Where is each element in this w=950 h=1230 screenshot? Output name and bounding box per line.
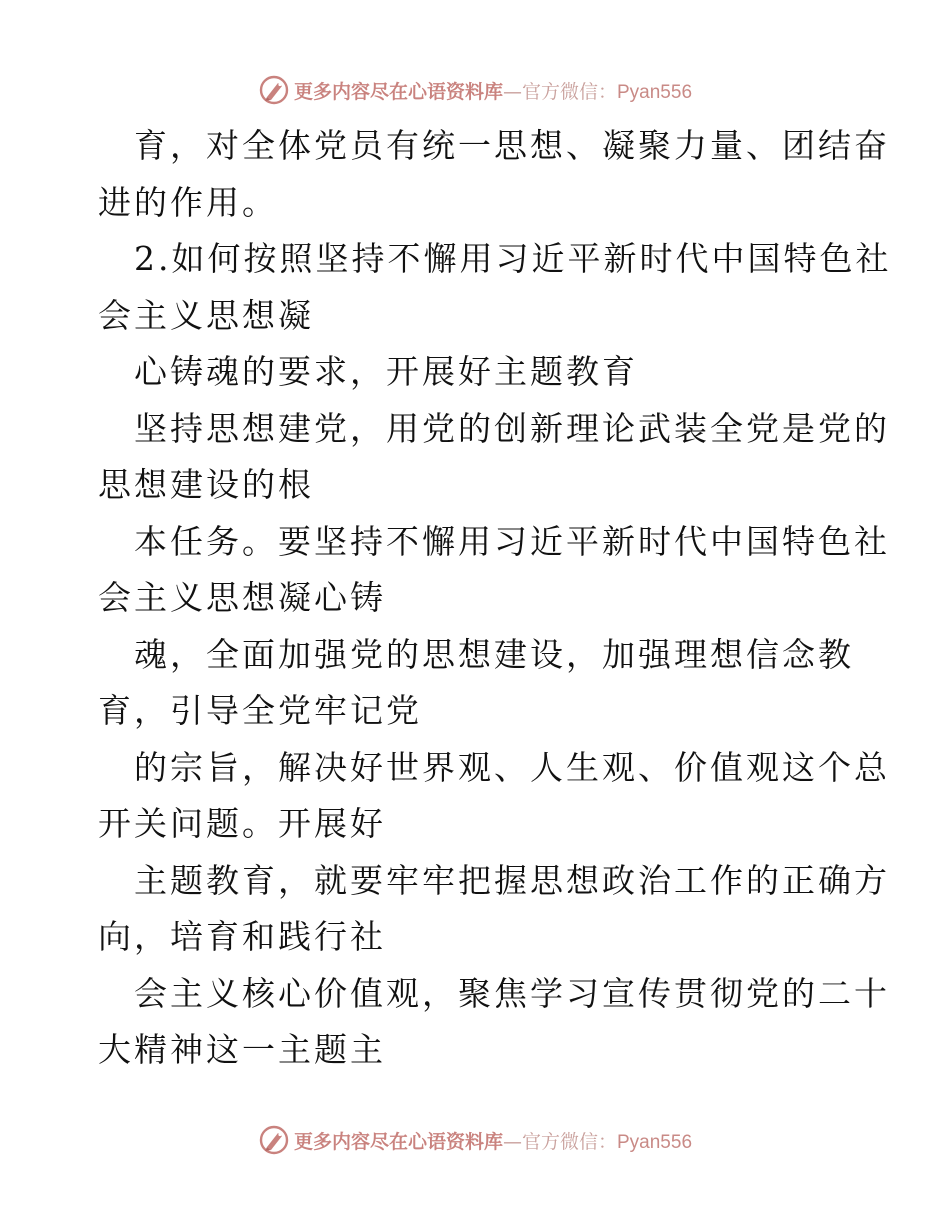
text-line: 会主义核心价值观，聚焦学习宣传贯彻党的二十 <box>134 973 890 1013</box>
text-line: 主题教育，就要牢牢把握思想政治工作的正确方 <box>134 860 890 900</box>
header-watermark <box>0 70 950 110</box>
text-line: 进的作用。 <box>98 182 278 222</box>
watermark-text <box>294 1127 692 1154</box>
text-line: 心铸魂的要求，开展好主题教育 <box>134 352 638 391</box>
text-line: 育，引导全党牢记党 <box>98 691 422 730</box>
watermark-wechat-id: Pyan556 <box>617 81 693 103</box>
watermark-separator: — <box>502 80 522 103</box>
watermark-text <box>294 77 692 104</box>
pen-logo-icon <box>258 1124 290 1156</box>
text-line: 本任务。要坚持不懈用习近平新时代中国特色社 <box>134 521 890 561</box>
text-line: 坚持思想建党，用党的创新理论武装全党是党的 <box>134 408 890 448</box>
text-line: 开关问题。开展好 <box>98 804 386 843</box>
text-line: 会主义思想凝心铸 <box>98 578 386 617</box>
text-line: 向，培育和践行社 <box>98 917 386 956</box>
text-line: 的宗旨，解决好世界观、人生观、价值观这个总 <box>134 747 890 787</box>
text-line: 育，对全体党员有统一思想、凝聚力量、团结奋 <box>134 126 890 165</box>
document-body <box>98 118 892 1079</box>
text-line: 会主义思想凝 <box>98 295 314 335</box>
pen-logo-icon <box>258 74 290 106</box>
watermark-official-label: 官方微信： <box>521 80 617 103</box>
watermark-official-label: 官方微信： <box>521 1130 617 1153</box>
text-line: 魂，全面加强党的思想建设，加强理想信念教 <box>134 634 854 674</box>
text-line: 思想建设的根 <box>98 465 314 504</box>
text-line: 2.如何按照坚持不懈用习近平新时代中国特色社 <box>134 239 892 278</box>
footer-watermark <box>0 1120 950 1160</box>
watermark-wechat-id: Pyan556 <box>617 1131 693 1153</box>
text-line: 大精神这一主题主 <box>98 1030 386 1069</box>
watermark-separator: — <box>502 1130 522 1153</box>
watermark-main: 更多内容尽在心语资料库 <box>293 80 503 103</box>
watermark-main: 更多内容尽在心语资料库 <box>293 1130 503 1153</box>
